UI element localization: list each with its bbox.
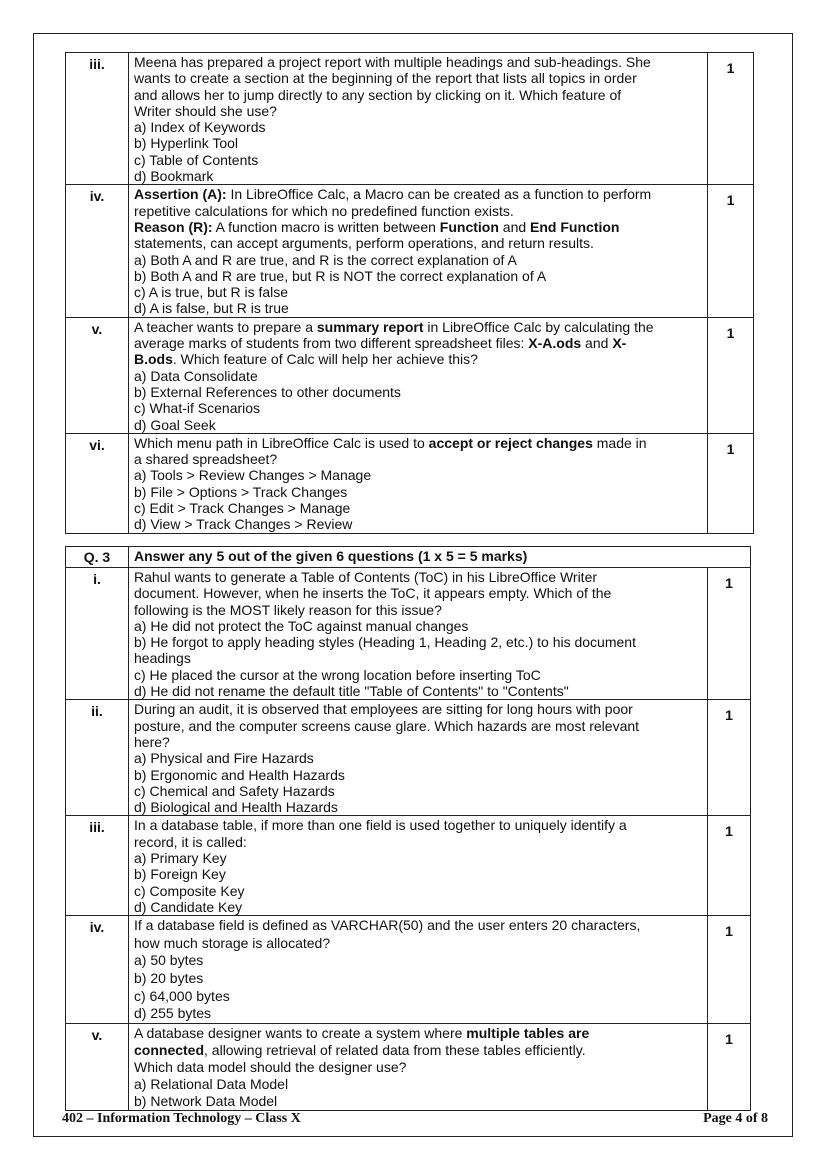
table-row — [66, 568, 751, 700]
question-text: Assertion (A): In LibreOffice Calc, a Macro can be created as a function to perform repetitive calculations for which no predefined function exists. Reason (R): A function macro is written between Function and End Function statements, can accept arguments, perform operations, and return results. a) Both A and R are true, and R is the correct explanation of A b) Both A and R are true, but R is NOT the correct explanation of A c) A is true, but R is false d) A is false, but R is true — [129, 185, 708, 317]
option: b) He forgot to apply heading styles (Heading 1, Heading 2, etc.) to his document — [134, 634, 636, 651]
question-number: iii. — [66, 53, 129, 185]
question-number: ii. — [66, 700, 129, 816]
option: a) He did not protect the ToC against manual changes — [134, 617, 469, 634]
question-number: vi. — [66, 433, 129, 533]
question-text: If a database field is defined as VARCHAR(50) and the user enters 20 characters, how much storage is allocated? a) 50 bytes b) 20 bytes c) 64,000 bytes d) 255 bytes — [129, 916, 708, 1024]
option: a) Physical and Fire Hazards — [134, 750, 314, 767]
table-row — [66, 916, 751, 1024]
option: d) 255 bytes — [134, 1005, 212, 1022]
option: b) External References to other documents — [134, 383, 401, 400]
question-number: v. — [66, 317, 129, 433]
table-row — [66, 700, 751, 816]
option: a) Both A and R are true, and R is the correct explanation of A — [134, 251, 517, 268]
table-row — [66, 816, 751, 916]
option: c) What-if Scenarios — [134, 400, 261, 417]
question-text: Meena has prepared a project report with multiple headings and sub-headings. She wants to create a section at the beginning of the report that lists all topics in order and allows her to jump directly to any section by clicking on it. Which feature of Writer should she use? a) Index of Keywords b) Hyperlink Tool c) Table of Contents d) Bookmark — [129, 53, 708, 185]
question-text: In a database table, if more than one field is used together to uniquely identify a record, it is called: a) Primary Key b) Foreign Key c) Composite Key d) Candidate Key — [129, 816, 708, 916]
reason-label: Reason (R): — [134, 218, 213, 235]
option: b) Ergonomic and Health Hazards — [134, 766, 345, 783]
option: a) Tools > Review Changes > Manage — [134, 467, 372, 484]
table-row — [66, 317, 754, 433]
option: b) Foreign Key — [134, 866, 226, 883]
question-number: iv. — [66, 185, 129, 317]
question-marks: 1 — [708, 185, 754, 317]
footer-subject: 402 – Information Technology – Class X — [62, 1111, 301, 1126]
question-number: i. — [66, 568, 129, 700]
page-number: Page 4 of 8 — [703, 1111, 768, 1126]
question-text: During an audit, it is observed that employees are sitting for long hours with poor posture, and the computer screens cause glare. Which hazards are most relevant here? a) Physical and Fire Hazards b) Ergonomic and Health Hazards c) Chemical and Safety Hazards d) Biological and Health Hazards — [129, 700, 708, 816]
question-number: v. — [66, 1024, 129, 1111]
option: b) Both A and R are true, but R is NOT the correct explanation of A — [134, 267, 547, 284]
option: c) Table of Contents — [134, 151, 259, 168]
option: a) 50 bytes — [134, 952, 204, 969]
option: d) He did not rename the default title "Table of Contents" to "Contents" — [134, 683, 569, 700]
option: c) He placed the cursor at the wrong location before inserting ToC — [134, 666, 541, 683]
question-table-continued — [65, 52, 754, 534]
question-marks: 1 — [708, 916, 751, 1024]
option: d) Candidate Key — [134, 898, 243, 915]
question-table-q3 — [65, 546, 751, 1111]
question-number: iv. — [66, 916, 129, 1024]
option: b) File > Options > Track Changes — [134, 483, 348, 500]
option: d) Goal Seek — [134, 416, 216, 433]
option: a) Index of Keywords — [134, 119, 266, 136]
option: d) A is false, but R is true — [134, 300, 289, 317]
section-number: Q. 3 — [66, 547, 129, 568]
option: c) A is true, but R is false — [134, 284, 289, 301]
question-text: Which menu path in LibreOffice Calc is used to accept or reject changes made in a shared spreadsheet? a) Tools > Review Changes > Manage b) File > Options > Track Changes c) Edit > Track Changes > Manage d) View > Track Changes > Review — [129, 433, 708, 533]
option: d) Biological and Health Hazards — [134, 799, 338, 816]
question-marks: 1 — [708, 700, 751, 816]
assertion-label: Assertion (A): — [134, 186, 227, 203]
question-text: A teacher wants to prepare a summary report in LibreOffice Calc by calculating the average marks of students from two different spreadsheet files: X-A.ods and X- B.ods. Which feature of Calc will help her achieve this? a) Data Consolidate b) External References to other documents c) What-if Scenarios d) Goal Seek — [129, 317, 708, 433]
table-row — [66, 185, 754, 317]
question-marks: 1 — [708, 433, 754, 533]
table-row — [66, 53, 754, 185]
option: d) Bookmark — [134, 168, 214, 185]
question-marks: 1 — [708, 816, 751, 916]
option: b) 20 bytes — [134, 970, 204, 987]
option: c) Chemical and Safety Hazards — [134, 782, 335, 799]
question-marks: 1 — [708, 1024, 751, 1111]
option: b) Network Data Model — [134, 1093, 278, 1110]
option: a) Data Consolidate — [134, 367, 258, 384]
question-marks: 1 — [708, 53, 754, 185]
section-header-row — [66, 547, 751, 568]
question-text: A database designer wants to create a system where multiple tables are connected, allowing retrieval of related data from these tables efficiently. Which data model should the designer use? a) Relational Data Model b) Network Data Model — [129, 1024, 708, 1111]
question-number: iii. — [66, 816, 129, 916]
question-marks: 1 — [708, 568, 751, 700]
option: d) View > Track Changes > Review — [134, 516, 353, 533]
option: b) Hyperlink Tool — [134, 135, 239, 152]
option: a) Relational Data Model — [134, 1076, 289, 1093]
option: c) 64,000 bytes — [134, 987, 230, 1004]
question-text: Rahul wants to generate a Table of Contents (ToC) in his LibreOffice Writer document. However, when he inserts the ToC, it appears empty. Which of the following is the MOST likely reason for this issue? a) He did not protect the ToC against manual changes b) He forgot to apply heading styles (Heading 1, Heading 2, etc.) to his document headings c) He placed the cursor at the wrong location before inserting ToC d) He did not rename the default title "Table of Contents" to "Contents" — [129, 568, 708, 700]
option: c) Edit > Track Changes > Manage — [134, 500, 351, 517]
option: a) Primary Key — [134, 850, 227, 867]
question-marks: 1 — [708, 317, 754, 433]
table-row — [66, 1024, 751, 1111]
section-instruction: Answer any 5 out of the given 6 questions (1 x 5 = 5 marks) — [129, 547, 751, 568]
table-row — [66, 433, 754, 533]
option: c) Composite Key — [134, 882, 245, 899]
